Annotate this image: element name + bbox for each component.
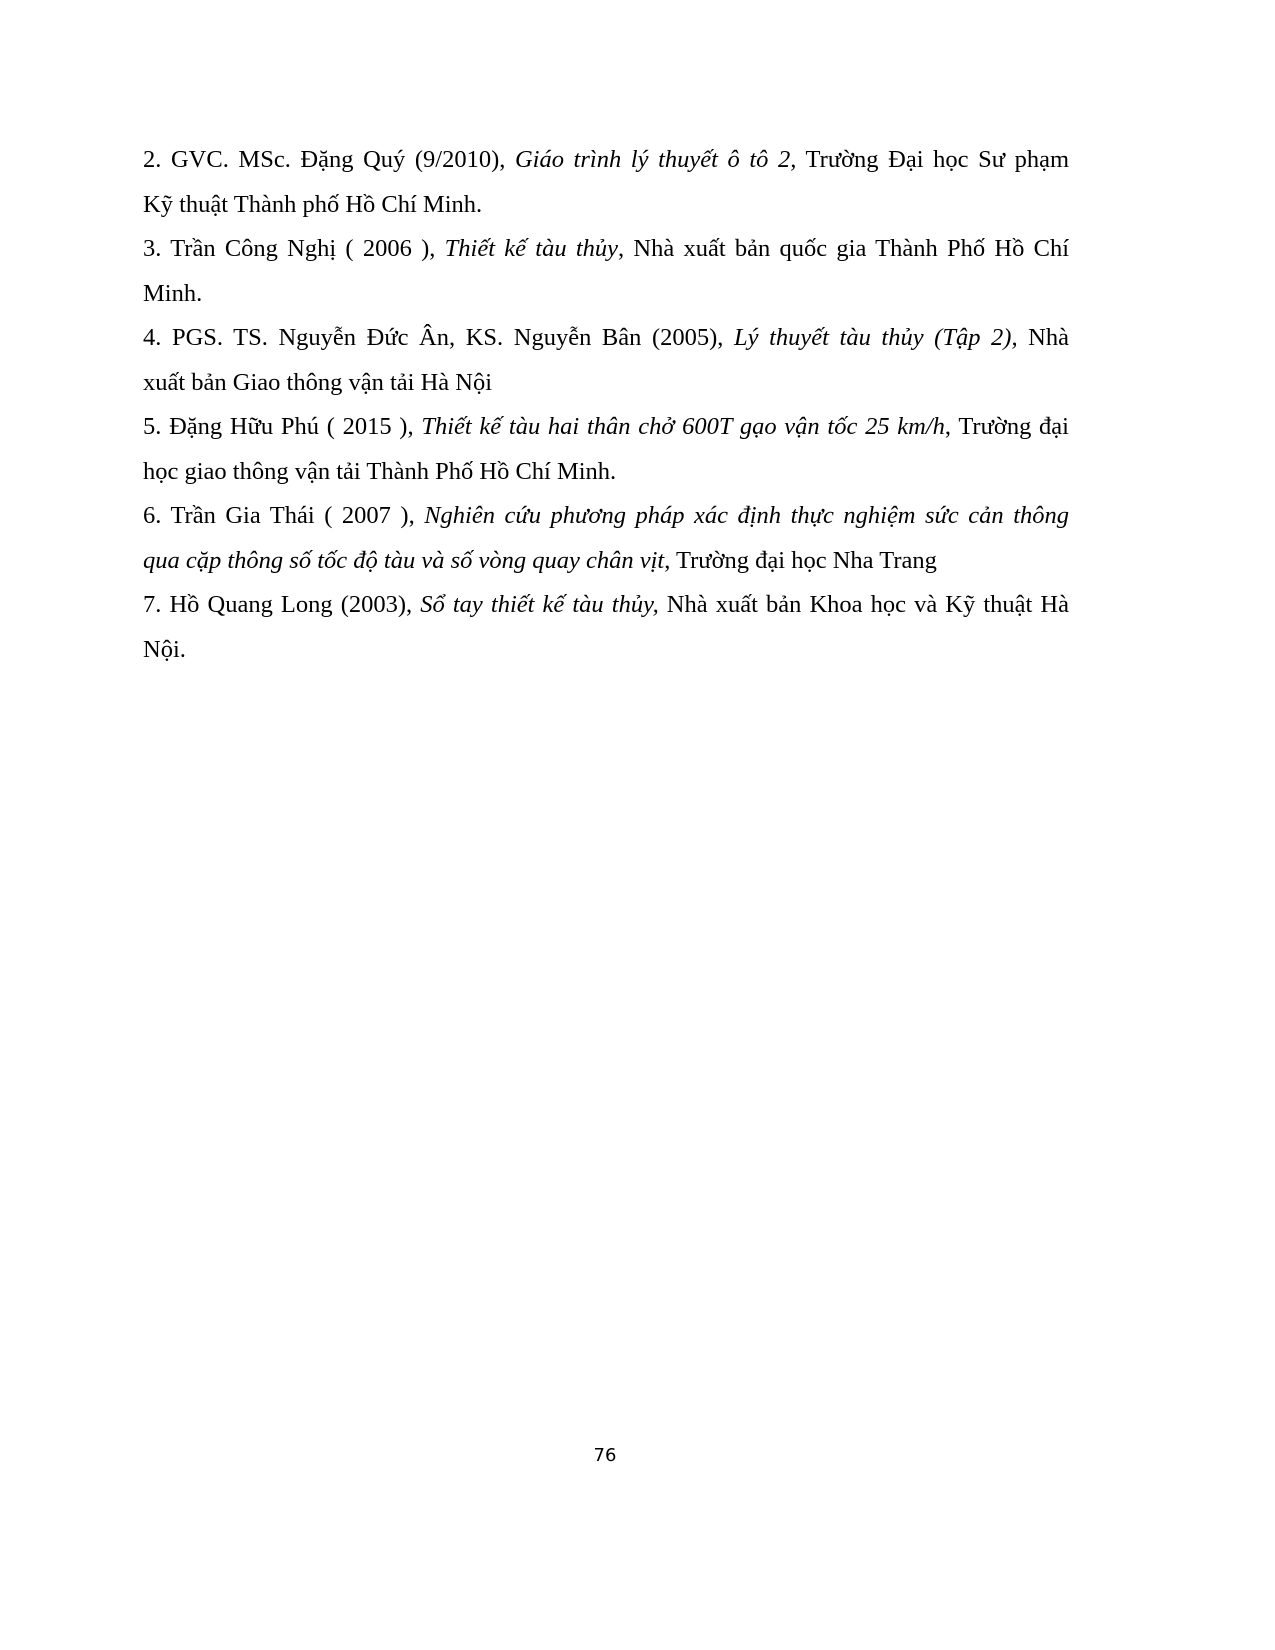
reference-line [143,361,1069,406]
reference-entry [143,316,1069,405]
reference-entry [143,405,1069,494]
page-number: 76 [593,1445,617,1466]
reference-title: Lý thuyết tàu thủy (Tập 2), [733,324,1018,351]
reference-title: Giáo trình lý thuyết ô tô 2, [514,146,797,173]
reference-text: Kỹ thuật Thành phố Hồ Chí Minh. [143,190,483,218]
reference-text: 4. PGS. TS. Nguyễn Đức Ân, KS. Nguyễn Bân (2005), [143,324,734,351]
reference-text: Nhà [1017,324,1069,351]
reference-entry [143,583,1069,672]
reference-entry [143,494,1069,583]
reference-text: Nhà xuất bản Khoa học và Kỹ thuật Hà [658,591,1069,618]
reference-title: Nghiên cứu phương pháp xác định thực nghiệm sức cản thông [424,502,1069,529]
reference-line [143,316,1069,361]
reference-line [143,183,1069,228]
reference-text: Trường Đại học Sư phạm [796,146,1069,173]
reference-line [143,494,1069,539]
reference-text: , Trường đại học Nha Trang [664,546,937,574]
reference-text: , Nhà xuất bản quốc gia Thành Phố Hồ Chí [618,235,1069,262]
reference-text: , Trường đại [944,413,1069,440]
reference-text: Nội. [143,635,186,663]
reference-text: 3. Trần Công Nghị ( 2006 ), [143,235,445,262]
reference-text: 6. Trần Gia Thái ( 2007 ), [143,502,425,529]
reference-text: Minh. [143,279,203,307]
reference-text: xuất bản Giao thông vận tải Hà Nội [143,368,493,396]
reference-title: qua cặp thông số tốc độ tàu và số vòng quay chân vịt [143,546,665,574]
reference-line [143,405,1069,450]
reference-text: 7. Hồ Quang Long (2003), [143,591,421,618]
reference-line [143,628,1069,673]
reference-text: 5. Đặng Hữu Phú ( 2015 ), [143,413,422,440]
reference-title: Sổ tay thiết kế tàu thủy, [420,591,659,618]
reference-line [143,539,1069,584]
reference-entry [143,227,1069,316]
reference-line [143,138,1069,183]
reference-title: Thiết kế tàu thủy [444,235,619,262]
reference-line [143,272,1069,317]
reference-text: học giao thông vận tải Thành Phố Hồ Chí Minh. [143,457,617,485]
reference-line [143,227,1069,272]
reference-entry [143,138,1069,227]
reference-line [143,583,1069,628]
reference-text: 2. GVC. MSc. Đặng Quý (9/2010), [143,146,515,173]
reference-title: Thiết kế tàu hai thân chở 600T gạo vận tốc 25 km/h [421,413,945,440]
reference-list [143,138,1069,672]
reference-line [143,450,1069,495]
